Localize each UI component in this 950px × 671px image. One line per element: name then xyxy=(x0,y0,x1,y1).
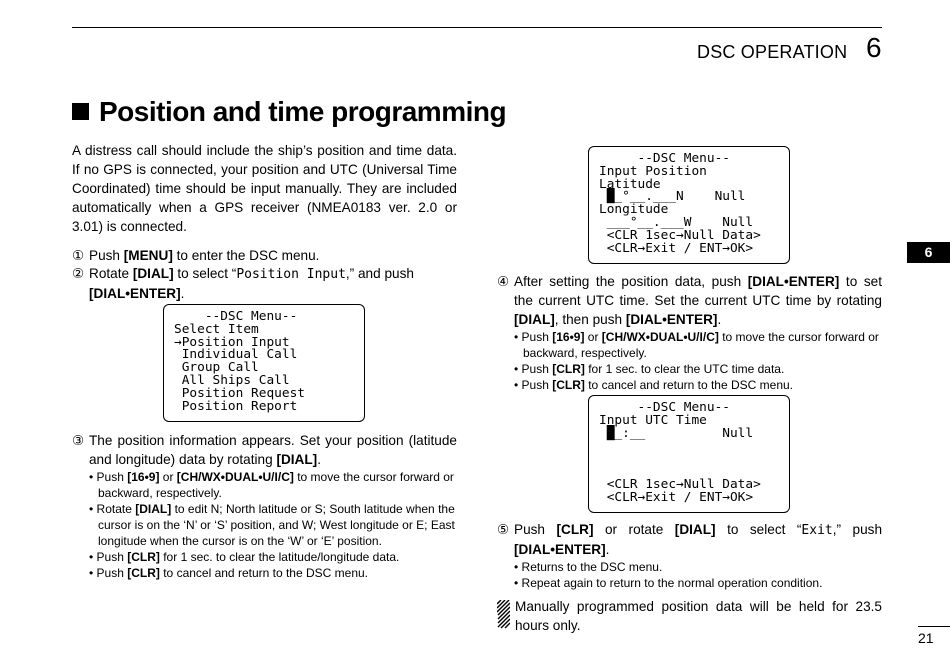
step-number: ③ xyxy=(72,433,85,448)
bullet-item: • Returns to the DSC menu. xyxy=(514,560,663,574)
bullet-list xyxy=(89,469,457,581)
lcd-text: Exit xyxy=(801,523,833,538)
bullet-item: • Push [16•9] or [CH/WX•DUAL•U/I/C] to move the cursor forward or backward, respectively. xyxy=(514,330,879,360)
key-label: [MENU] xyxy=(123,248,173,263)
bullet-item: • Push [16•9] or [CH/WX•DUAL•U/I/C] to move the cursor forward or backward, respectively. xyxy=(89,470,454,500)
chapter-tab: 6 xyxy=(907,242,950,263)
chapter-title: DSC OPERATION xyxy=(697,42,848,62)
lcd-display-text: --DSC Menu-- Select Item →Position Input Individual Call Group Call All Ships Call Position Request Position Report xyxy=(174,309,305,414)
chapter-number: 6 xyxy=(866,32,882,63)
page-number: 21 xyxy=(918,630,934,646)
note-icon xyxy=(497,600,510,630)
step-1: ① Push [MENU] to enter the DSC menu. xyxy=(72,248,320,263)
note-text: Manually programmed position data will be held for 23.5 hours only. xyxy=(515,599,882,633)
lcd-dsc-menu xyxy=(163,304,365,422)
step-2: ② Rotate [DIAL] to select “Position Input,” and push [DIAL•ENTER]. xyxy=(72,266,414,301)
section-title-text: Position and time programming xyxy=(99,96,507,127)
step-5: ⑤ Push [CLR] or rotate [DIAL] to select “Exit,” push [DIAL•ENTER]. • Returns to the DSC menu. • Repeat again to return to the normal operation condition. xyxy=(497,522,883,590)
footer-rule xyxy=(918,626,950,627)
bullet-item: • Repeat again to return to the normal operation condition. xyxy=(514,576,823,590)
bullet-item: • Push [CLR] to cancel and return to the DSC menu. xyxy=(514,378,794,392)
step-number: ② xyxy=(72,266,85,281)
bullet-item: • Rotate [DIAL] to edit N; North latitude or S; South latitude when the cursor is on the ‘N’ or ‘S’ position, and W; West longitude or E; East longitude when the cursor is on the ‘W’ or ‘E’ position. xyxy=(89,502,455,548)
step-4: ④ After setting the position data, push [DIAL•ENTER] to set the current UTC time. Set the current UTC time by rotating [DIAL], then push [DIAL•ENTER]. • Push [16•9] or [CH/WX•DUAL•U/I/C] to move the cursor forward or backward, respectively. • Push [CLR] for 1 sec. to clear the UTC time data. • Push [CLR] to cancel and return to the DSC menu. xyxy=(497,274,882,392)
bullet-list xyxy=(514,329,882,393)
note xyxy=(497,597,882,635)
header-rule xyxy=(72,27,882,28)
square-bullet-icon xyxy=(72,103,89,120)
step-number: ④ xyxy=(497,274,510,289)
bullet-item: • Push [CLR] to cancel and return to the DSC menu. xyxy=(89,566,369,580)
bullet-item: • Push [CLR] for 1 sec. to clear the UTC time data. xyxy=(514,362,785,376)
step-3: ③ The position information appears. Set your position (latitude and longitude) data by rotating [DIAL]. • Push [16•9] or [CH/WX•DUAL•U/I/C] to move the cursor forward or backward, respectively. • Rotate [DIAL] to edit N; North latitude or S; South latitude when the cursor is on the ‘N’ or ‘S’ position, and W; West longitude or E; East longitude when the cursor is on the ‘W’ or ‘E’ position. • Push [CLR] for 1 sec. to clear the latitude/longitude data. • Push [CLR] to cancel and return to the DSC menu. xyxy=(72,433,457,580)
bullet-list xyxy=(514,559,882,591)
lcd-display-text: --DSC Menu-- Input UTC Time █_:__ Null <CLR 1sec→Null Data> <CLR→Exit / ENT→OK> xyxy=(599,400,761,505)
lcd-display-text: --DSC Menu-- Input Position Latitude █_°__.___N Null Longitude ___°__.___W Null <CLR 1sec→Null Data> <CLR→Exit / ENT→OK> xyxy=(599,151,761,256)
lcd-input-position xyxy=(588,146,790,264)
step-number: ⑤ xyxy=(497,522,510,537)
section-title xyxy=(72,96,506,128)
lcd-text: Position Input xyxy=(236,267,346,282)
step-number: ① xyxy=(72,248,85,263)
intro-paragraph: A distress call should include the ship’s position and time data. If no GPS is connected, your position and UTC (Universal Time Coordinated) time should be input manually. They are included automatically when a GPS receiver (NMEA0183 ver. 2.0 or 3.01) is connected. xyxy=(72,143,457,234)
lcd-input-utc xyxy=(588,395,790,513)
bullet-item: • Push [CLR] for 1 sec. to clear the latitude/longitude data. xyxy=(89,550,400,564)
